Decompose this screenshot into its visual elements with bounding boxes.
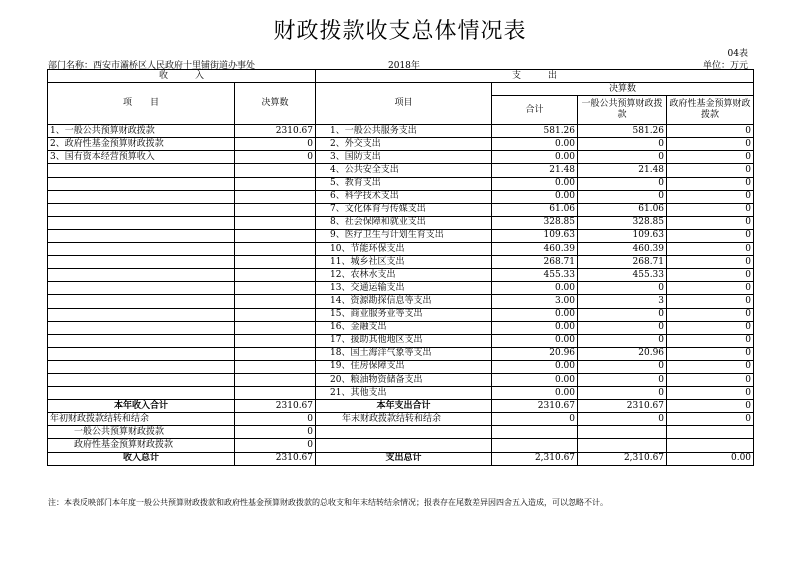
expense-fund: 0 (667, 243, 754, 256)
table-row (48, 295, 754, 308)
table-row (48, 282, 754, 295)
expense-fund: 0 (667, 138, 754, 151)
year-expense-total-label: 本年支出合计 (316, 400, 492, 413)
carry-expense-fund (667, 439, 754, 452)
carry-expense-item (316, 439, 492, 452)
carry-expense-general (578, 426, 667, 439)
carry-expense-general: 0 (578, 413, 667, 426)
expense-item: 13、交通运输支出 (316, 282, 492, 295)
expense-total: 0.00 (492, 177, 578, 190)
expense-item: 20、粮油物资储备支出 (316, 373, 492, 386)
expense-item: 12、农林水支出 (316, 269, 492, 282)
expense-total: 0.00 (492, 321, 578, 334)
carry-expense-total (492, 426, 578, 439)
income-value (235, 308, 316, 321)
table-row (48, 243, 754, 256)
expense-fund: 0 (667, 190, 754, 203)
total-header: 合计 (492, 96, 578, 125)
income-header: 收 入 (48, 70, 316, 83)
expense-header: 支 出 (316, 70, 754, 83)
expense-item: 5、教育支出 (316, 177, 492, 190)
carry-expense-item (316, 426, 492, 439)
expense-fund: 0 (667, 308, 754, 321)
expense-total: 61.06 (492, 203, 578, 216)
expense-fund: 0 (667, 151, 754, 164)
income-value: 2310.67 (235, 125, 316, 138)
income-item (48, 334, 235, 347)
income-item (48, 164, 235, 177)
income-value (235, 295, 316, 308)
general-budget-header: 一般公共预算财政拨款 (578, 96, 667, 125)
expense-general: 581.26 (578, 125, 667, 138)
table-row (48, 256, 754, 269)
income-item (48, 243, 235, 256)
grand-total-row (48, 452, 754, 465)
year-income-total-value: 2310.67 (235, 400, 316, 413)
income-grand-total-label: 收入总计 (48, 452, 235, 465)
income-value (235, 190, 316, 203)
expense-general: 0 (578, 360, 667, 373)
table-row (48, 229, 754, 242)
table-row (48, 216, 754, 229)
expense-total: 0.00 (492, 387, 578, 400)
income-value (235, 243, 316, 256)
expense-item: 15、商业服务业等支出 (316, 308, 492, 321)
table-row (48, 334, 754, 347)
income-item (48, 216, 235, 229)
income-grand-total-value: 2310.67 (235, 452, 316, 465)
expense-general: 0 (578, 177, 667, 190)
table-row (48, 177, 754, 190)
income-item (48, 269, 235, 282)
expense-fund: 0 (667, 164, 754, 177)
expense-general: 460.39 (578, 243, 667, 256)
expense-item: 2、外交支出 (316, 138, 492, 151)
expense-item-header: 项目 (316, 83, 492, 125)
table-row (48, 321, 754, 334)
income-budget-header: 决算数 (235, 83, 316, 125)
expense-general: 328.85 (578, 216, 667, 229)
year-income-total-label: 本年收入合计 (48, 400, 235, 413)
table-row (48, 347, 754, 360)
fund-budget-header: 政府性基金预算财政拨款 (667, 96, 754, 125)
income-value (235, 177, 316, 190)
expense-item: 21、其他支出 (316, 387, 492, 400)
expense-general: 268.71 (578, 256, 667, 269)
income-item: 1、一般公共预算财政拨款 (48, 125, 235, 138)
table-row (48, 138, 754, 151)
expense-fund: 0 (667, 125, 754, 138)
expense-item: 10、节能环保支出 (316, 243, 492, 256)
income-value (235, 164, 316, 177)
expense-total: 268.71 (492, 256, 578, 269)
income-item (48, 229, 235, 242)
income-item (48, 387, 235, 400)
expense-fund: 0 (667, 321, 754, 334)
carry-expense-total (492, 439, 578, 452)
expense-general: 455.33 (578, 269, 667, 282)
expense-total: 0.00 (492, 151, 578, 164)
finance-table (47, 69, 754, 466)
department-name: 部门名称：西安市灞桥区人民政府十里铺街道办事处 (48, 61, 256, 71)
expense-general: 0 (578, 282, 667, 295)
income-item: 2、政府性基金预算财政拨款 (48, 138, 235, 151)
carry-income-value: 0 (235, 439, 316, 452)
expense-total: 455.33 (492, 269, 578, 282)
expense-total: 21.48 (492, 164, 578, 177)
expense-fund: 0 (667, 387, 754, 400)
expense-item: 17、援助其他地区支出 (316, 334, 492, 347)
income-value (235, 387, 316, 400)
income-value (235, 321, 316, 334)
table-row (48, 373, 754, 386)
carry-income-item: 政府性基金预算财政拨款 (48, 439, 235, 452)
expense-item: 3、国防支出 (316, 151, 492, 164)
expense-item: 4、公共安全支出 (316, 164, 492, 177)
carry-expense-fund (667, 426, 754, 439)
income-item (48, 373, 235, 386)
table-row (48, 360, 754, 373)
expense-total: 0.00 (492, 373, 578, 386)
income-item (48, 282, 235, 295)
expense-total: 0.00 (492, 282, 578, 295)
expense-general: 0 (578, 373, 667, 386)
expense-total: 328.85 (492, 216, 578, 229)
income-item (48, 177, 235, 190)
carry-row (48, 413, 754, 426)
carry-expense-fund: 0 (667, 413, 754, 426)
footnote: 注：本表反映部门本年度一般公共预算财政拨款和政府性基金预算财政拨款的总收支和年末结转结余情况；报表存在尾数差异因四舍五入造成，可以忽略不计。 (48, 498, 608, 507)
expense-fund: 0 (667, 334, 754, 347)
expense-general: 0 (578, 138, 667, 151)
year-expense-total: 2310.67 (492, 400, 578, 413)
expense-total: 581.26 (492, 125, 578, 138)
page-title: 财政拨款收支总体情况表 (273, 19, 527, 44)
expense-fund: 0 (667, 360, 754, 373)
expense-item: 7、文化体育与传媒支出 (316, 203, 492, 216)
income-item (48, 190, 235, 203)
expense-total: 460.39 (492, 243, 578, 256)
expense-general: 0 (578, 321, 667, 334)
carry-income-value: 0 (235, 426, 316, 439)
expense-item: 14、资源勘探信息等支出 (316, 295, 492, 308)
year-total-row (48, 400, 754, 413)
income-value (235, 282, 316, 295)
expense-total: 20.96 (492, 347, 578, 360)
table-row (48, 164, 754, 177)
budget-group-header: 决算数 (492, 83, 754, 96)
carry-expense-general (578, 439, 667, 452)
year-expense-general: 2310.67 (578, 400, 667, 413)
income-item (48, 256, 235, 269)
expense-fund: 0 (667, 229, 754, 242)
expense-item: 1、一般公共服务支出 (316, 125, 492, 138)
expense-general: 0 (578, 308, 667, 321)
expense-general: 0 (578, 387, 667, 400)
income-value (235, 256, 316, 269)
expense-fund: 0 (667, 269, 754, 282)
income-item-header: 项 目 (48, 83, 235, 125)
income-value (235, 373, 316, 386)
expense-fund: 0 (667, 177, 754, 190)
carry-income-item: 年初财政拨款结转和结余 (48, 413, 235, 426)
income-item (48, 347, 235, 360)
expense-fund: 0 (667, 216, 754, 229)
expense-total: 0.00 (492, 138, 578, 151)
expense-fund: 0 (667, 203, 754, 216)
expense-grand-general: 2,310.67 (578, 452, 667, 465)
table-row (48, 203, 754, 216)
expense-general: 109.63 (578, 229, 667, 242)
carry-row (48, 426, 754, 439)
expense-total: 0.00 (492, 360, 578, 373)
expense-item: 19、住房保障支出 (316, 360, 492, 373)
expense-general: 61.06 (578, 203, 667, 216)
income-value (235, 269, 316, 282)
expense-general: 0 (578, 151, 667, 164)
carry-income-item: 一般公共预算财政拨款 (48, 426, 235, 439)
income-item (48, 321, 235, 334)
expense-item: 16、金融支出 (316, 321, 492, 334)
expense-fund: 0 (667, 373, 754, 386)
expense-item: 6、科学技术支出 (316, 190, 492, 203)
expense-total: 0.00 (492, 334, 578, 347)
table-row (48, 308, 754, 321)
carry-row (48, 439, 754, 452)
carry-income-value: 0 (235, 413, 316, 426)
expense-fund: 0 (667, 347, 754, 360)
income-value (235, 229, 316, 242)
expense-total: 3.00 (492, 295, 578, 308)
income-item (48, 360, 235, 373)
income-value (235, 203, 316, 216)
expense-general: 20.96 (578, 347, 667, 360)
expense-fund: 0 (667, 282, 754, 295)
income-value (235, 334, 316, 347)
carry-expense-item: 年末财政拨款结转和结余 (316, 413, 492, 426)
year-expense-fund: 0 (667, 400, 754, 413)
expense-item: 8、社会保障和就业支出 (316, 216, 492, 229)
expense-general: 3 (578, 295, 667, 308)
table-row (48, 125, 754, 138)
expense-general: 0 (578, 334, 667, 347)
table-row (48, 151, 754, 164)
expense-total: 109.63 (492, 229, 578, 242)
expense-fund: 0 (667, 256, 754, 269)
income-item (48, 295, 235, 308)
table-row (48, 387, 754, 400)
income-item (48, 308, 235, 321)
expense-fund: 0 (667, 295, 754, 308)
expense-total: 0.00 (492, 190, 578, 203)
expense-general: 21.48 (578, 164, 667, 177)
expense-item: 9、医疗卫生与计划生育支出 (316, 229, 492, 242)
expense-item: 11、城乡社区支出 (316, 256, 492, 269)
income-item (48, 203, 235, 216)
report-year: 2018年 (388, 61, 420, 71)
expense-grand-total-label: 支出总计 (316, 452, 492, 465)
income-value: 0 (235, 138, 316, 151)
expense-item: 18、国土海洋气象等支出 (316, 347, 492, 360)
table-row (48, 269, 754, 282)
income-item: 3、国有资本经营预算收入 (48, 151, 235, 164)
unit-label: 单位：万元 (702, 61, 748, 71)
income-value (235, 347, 316, 360)
expense-general: 0 (578, 190, 667, 203)
carry-expense-total: 0 (492, 413, 578, 426)
income-value: 0 (235, 151, 316, 164)
table-row (48, 190, 754, 203)
income-value (235, 360, 316, 373)
expense-grand-fund: 0.00 (667, 452, 754, 465)
expense-total: 0.00 (492, 308, 578, 321)
table-number: 04表 (727, 49, 748, 59)
income-value (235, 216, 316, 229)
expense-grand-total: 2,310.67 (492, 452, 578, 465)
